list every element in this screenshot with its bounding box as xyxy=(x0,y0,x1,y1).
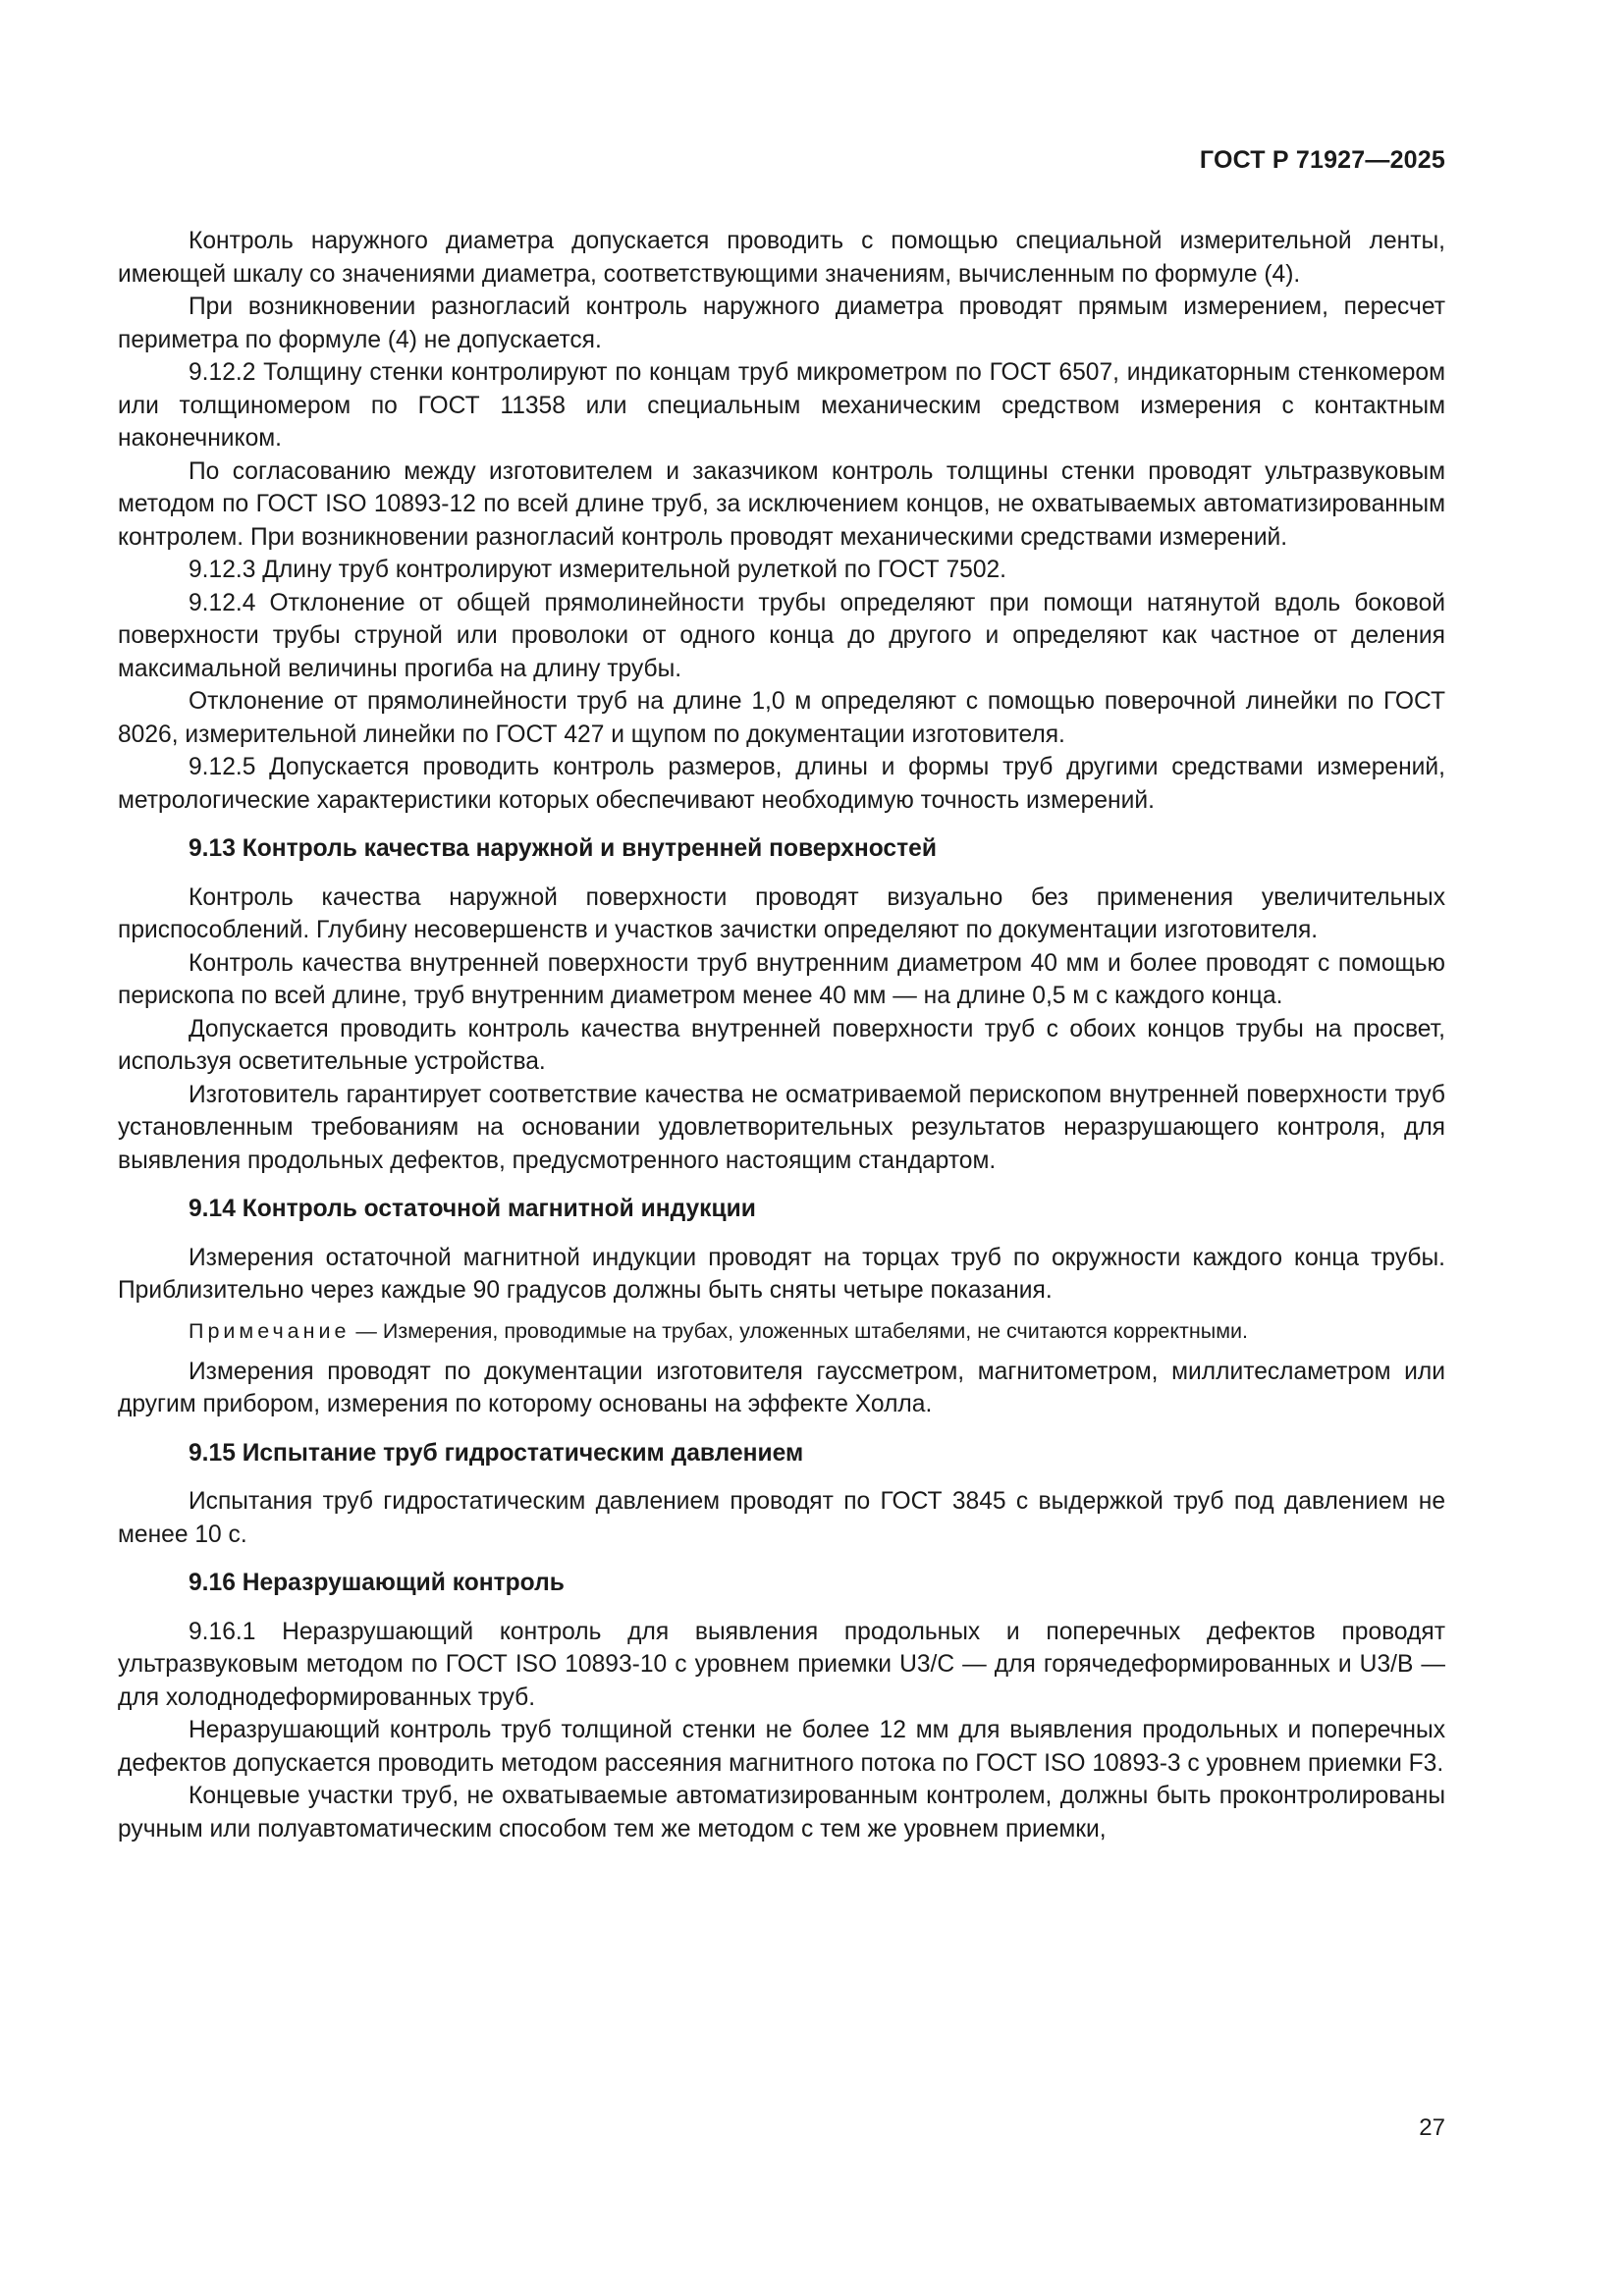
paragraph: 9.12.3 Длину труб контролируют измерительной рулеткой по ГОСТ 7502. xyxy=(189,557,1007,583)
document-id-header: ГОСТ Р 71927—2025 xyxy=(1199,146,1445,174)
paragraph: Испытания труб гидростатическим давлением проводят по ГОСТ 3845 с выдержкой труб под давлением не менее 10 с. xyxy=(118,1488,1445,1548)
paragraph: Отклонение от прямолинейности труб на длине 1,0 м определяют с помощью поверочной линейки по ГОСТ 8026, измерительной линейки по ГОСТ 427 и щупом по документации изготовителя. xyxy=(118,688,1445,748)
paragraph: 9.12.2 Толщину стенки контролируют по концам труб микрометром по ГОСТ 6507, индикаторным стенкомером или толщиномером по ГОСТ 11358 или специальным механическим средством измерения с контактным наконечником. xyxy=(118,359,1445,452)
paragraph: Контроль наружного диаметра допускается проводить с помощью специальной измерительной ленты, имеющей шкалу со значениями диаметра, соответствующими значениям, вычисленным по формуле (4). xyxy=(118,228,1445,288)
note-label: Примечание xyxy=(189,1318,351,1343)
paragraph: 9.16.1 Неразрушающий контроль для выявления продольных и поперечных дефектов проводят ультразвуковым методом по ГОСТ ISO 10893-10 с уровнем приемки U3/C — для горячедеформированных и U3/B — для холоднодеформированных труб. xyxy=(118,1618,1445,1711)
paragraph: 9.12.5 Допускается проводить контроль размеров, длины и формы труб другими средствами измерений, метрологические характеристики которых обеспечивают необходимую точность измерений. xyxy=(118,754,1445,814)
paragraph: По согласованию между изготовителем и заказчиком контроль толщины стенки проводят ультразвуковым методом по ГОСТ ISO 10893-12 по всей длине труб, за исключением концов, не охватываемых автоматизированным контролем. При возникновении разногласий контроль проводят механическими средствами измерений. xyxy=(118,457,1445,551)
paragraph: Контроль качества наружной поверхности проводят визуально без применения увеличительных приспособлений. Глубину несовершенств и участков зачистки определяют по документации изготовителя. xyxy=(118,883,1445,943)
paragraph: При возникновении разногласий контроль наружного диаметра проводят прямым измерением, пересчет периметра по формуле (4) не допускается. xyxy=(118,294,1445,353)
note xyxy=(118,1315,1445,1348)
paragraph: Измерения остаточной магнитной индукции проводят на торцах труб по окружности каждого конца трубы. Приблизительно через каждые 90 градусов должны быть сняты четыре показания. xyxy=(118,1244,1445,1304)
section-heading: 9.16 Неразрушающий контроль xyxy=(189,1570,565,1596)
paragraph: Измерения проводят по документации изготовителя гауссметром, магнитометром, миллитесламетром или другим прибором, измерения по которому основаны на эффекте Холла. xyxy=(118,1358,1445,1417)
paragraph: Допускается проводить контроль качества внутренней поверхности труб с обоих концов трубы на просвет, используя осветительные устройства. xyxy=(118,1015,1445,1075)
section-heading: 9.14 Контроль остаточной магнитной индукции xyxy=(189,1196,756,1222)
paragraph: Концевые участки труб, не охватываемые автоматизированным контролем, должны быть проконтролированы ручным или полуавтоматическим способом тем же методом с тем же уровнем приемки, xyxy=(118,1783,1445,1842)
page-number: 27 xyxy=(1419,2114,1445,2141)
section-heading: 9.13 Контроль качества наружной и внутренней поверхностей xyxy=(189,835,937,862)
paragraph: Неразрушающий контроль труб толщиной стенки не более 12 мм для выявления продольных и поперечных дефектов допускается проводить методом рассеяния магнитного потока по ГОСТ ISO 10893-3 с уровнем приемки F3. xyxy=(118,1717,1445,1777)
note-text: — Измерения, проводимые на трубах, уложенных штабелями, не считаются корректными. xyxy=(350,1318,1248,1343)
section-heading: 9.15 Испытание труб гидростатическим давлением xyxy=(189,1439,804,1467)
paragraph: 9.12.4 Отклонение от общей прямолинейности трубы определяют при помощи натянутой вдоль боковой поверхности трубы струной или проволоки от одного конца до другого и определяют как частное от деления максимальной величины прогиба на длину трубы. xyxy=(118,589,1445,682)
document-body xyxy=(118,225,1445,1845)
paragraph: Изготовитель гарантирует соответствие качества не осматриваемой перископом внутренней поверхности труб установленным требованиям на основании удовлетворительных результатов неразрушающего контроля, для выявления продольных дефектов, предусмотренного настоящим стандартом. xyxy=(118,1081,1445,1174)
paragraph: Контроль качества внутренней поверхности труб внутренним диаметром 40 мм и более проводят с помощью перископа по всей длине, труб внутренним диаметром менее 40 мм — на длине 0,5 м с каждого конца. xyxy=(118,949,1445,1009)
